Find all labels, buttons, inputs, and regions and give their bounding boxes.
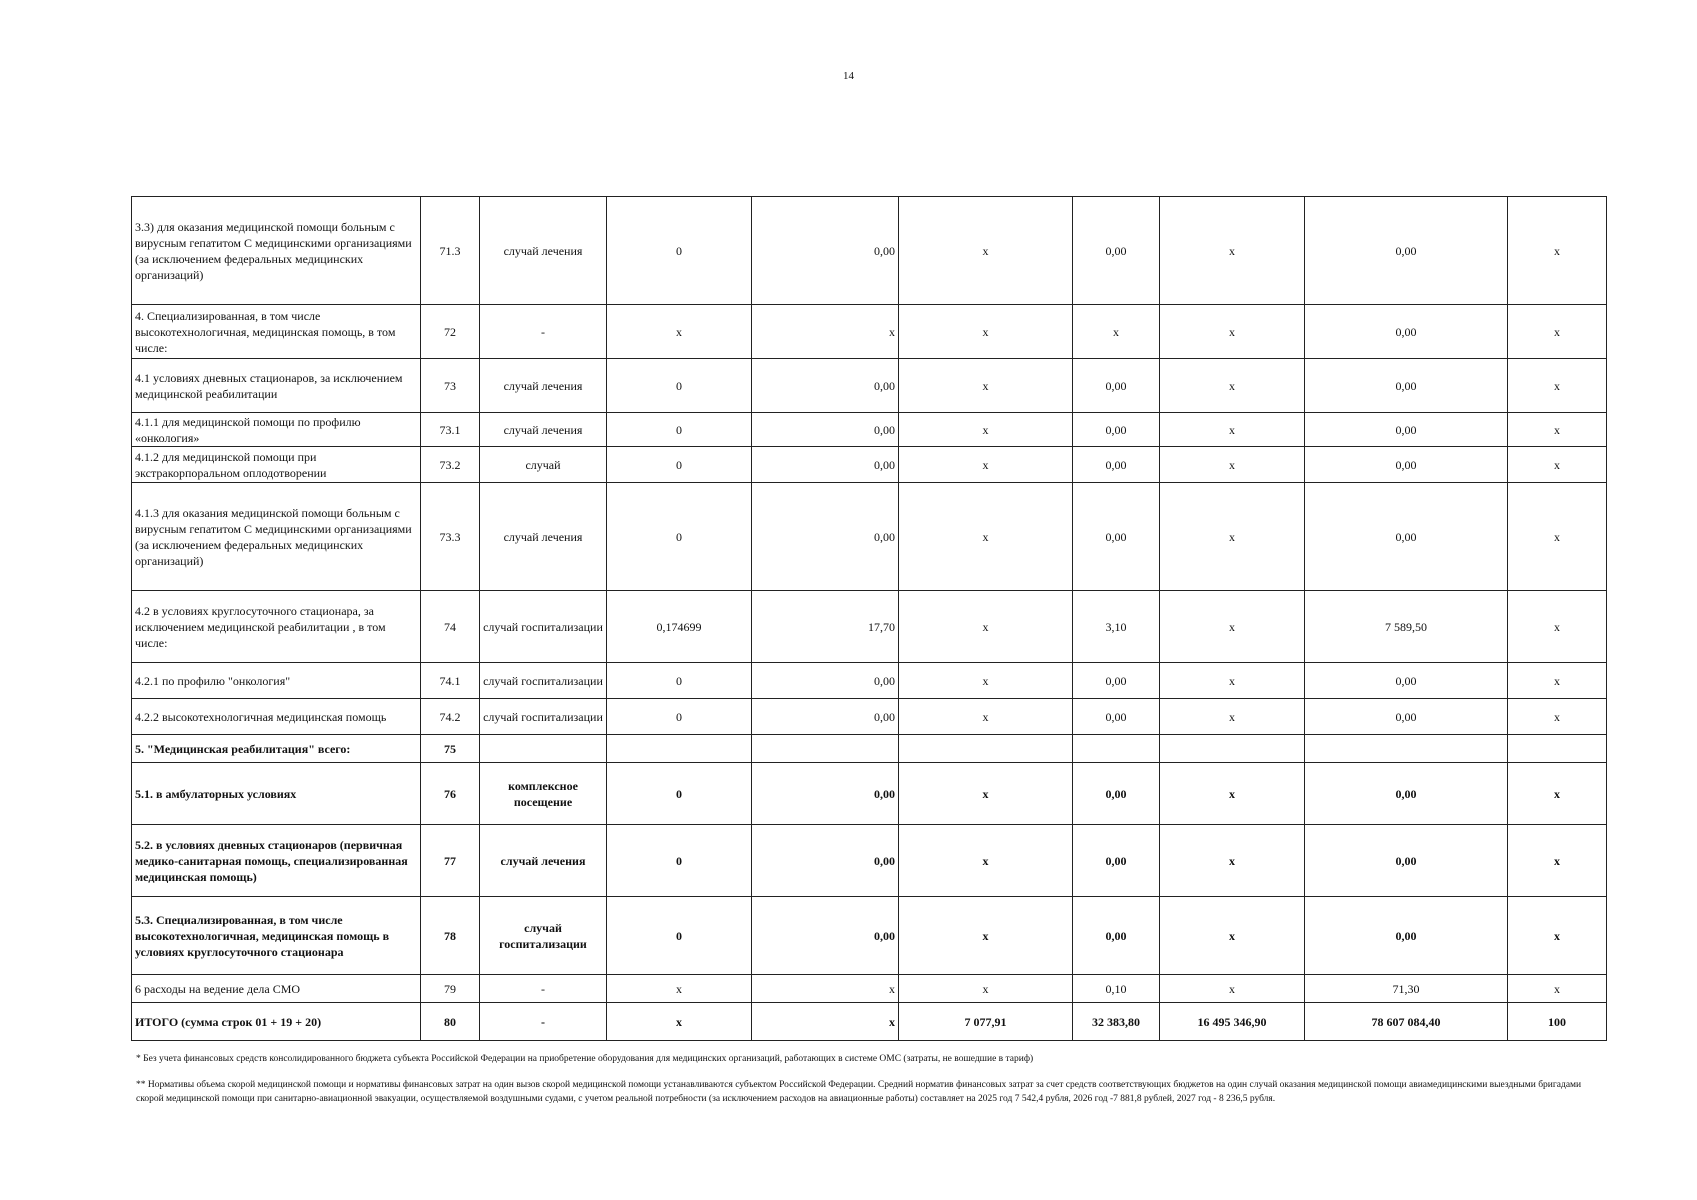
cell-c3: x (899, 897, 1073, 975)
cell-unit (480, 735, 607, 763)
table-row (132, 897, 1607, 975)
table-row (132, 197, 1607, 305)
cell-c2: 0,00 (752, 413, 899, 447)
cell-name: 4.2.1 по профилю "онкология" (132, 663, 421, 699)
cell-unit: случай лечения (480, 359, 607, 413)
cell-c7: x (1508, 591, 1607, 663)
cell-c5: x (1160, 305, 1305, 359)
cell-c5: x (1160, 975, 1305, 1003)
cell-c7: x (1508, 359, 1607, 413)
cell-c1: 0 (607, 663, 752, 699)
table-row (132, 447, 1607, 483)
cell-code: 75 (421, 735, 480, 763)
cell-name: 4.1.3 для оказания медицинской помощи больным с вирусным гепатитом С медицинскими организациями (за исключением федеральных медицинских организаций) (132, 483, 421, 591)
cell-unit: случай госпитализации (480, 897, 607, 975)
cell-c4: 3,10 (1073, 591, 1160, 663)
cell-c6: 78 607 084,40 (1305, 1003, 1508, 1041)
cell-c4: 0,00 (1073, 447, 1160, 483)
cell-unit: - (480, 975, 607, 1003)
cell-c5: x (1160, 825, 1305, 897)
cell-name: 4.1.2 для медицинской помощи при экстракорпоральном оплодотворении (132, 447, 421, 483)
table-row (132, 305, 1607, 359)
cell-c1: 0 (607, 825, 752, 897)
cell-c2: x (752, 1003, 899, 1041)
cell-c4: 0,00 (1073, 197, 1160, 305)
cell-c5: x (1160, 663, 1305, 699)
cell-name: 5.1. в амбулаторных условиях (132, 763, 421, 825)
cell-c6: 0,00 (1305, 413, 1508, 447)
cell-name: 5. "Медицинская реабилитация" всего: (132, 735, 421, 763)
cell-c7: x (1508, 897, 1607, 975)
table-row (132, 413, 1607, 447)
cell-c4: 0,00 (1073, 413, 1160, 447)
cell-c3: x (899, 699, 1073, 735)
cell-c5: x (1160, 763, 1305, 825)
cell-c5: x (1160, 897, 1305, 975)
cell-code: 73.2 (421, 447, 480, 483)
cell-c2: 0,00 (752, 763, 899, 825)
cell-c1 (607, 735, 752, 763)
cell-c2 (752, 735, 899, 763)
cell-c1: 0 (607, 197, 752, 305)
footnote-2: ** Нормативы объема скорой медицинской помощи и нормативы финансовых затрат на один вызов скорой медицинской помощи устанавливаются субъектом Российской Федерации. Средний норматив финансовых затрат за счет средств соответствующих бюджетов на один случай оказания медицинской помощи авиамедицинскими выездными бригадами скорой медицинской помощи при санитарно-авиационной эвакуации, осуществляемой воздушными судами, с учетом реальной потребности (за исключением расходов на авиационные работы) составляет на 2025 год 7 542,4 рубля, 2026 год -7 881,8 рублей, 2027 год - 8 236,5 рубля. (136, 1080, 1582, 1104)
cell-c1: x (607, 305, 752, 359)
cell-c2: 0,00 (752, 197, 899, 305)
table-row (132, 359, 1607, 413)
cell-c2: 0,00 (752, 825, 899, 897)
cell-code: 80 (421, 1003, 480, 1041)
cell-name: 4.2 в условиях круглосуточного стационара, за исключением медицинской реабилитации , в том числе: (132, 591, 421, 663)
cell-c3: x (899, 763, 1073, 825)
cell-c4: 0,00 (1073, 763, 1160, 825)
cell-c4: 0,00 (1073, 483, 1160, 591)
cell-c7: x (1508, 197, 1607, 305)
cell-c3: x (899, 591, 1073, 663)
cell-c3: x (899, 359, 1073, 413)
cell-c2: 0,00 (752, 699, 899, 735)
cell-c2: 0,00 (752, 359, 899, 413)
table-row (132, 735, 1607, 763)
cell-code: 73.1 (421, 413, 480, 447)
cell-c7: x (1508, 483, 1607, 591)
cell-c5: x (1160, 591, 1305, 663)
cell-c5: x (1160, 197, 1305, 305)
cell-c1: 0 (607, 699, 752, 735)
cell-c7: x (1508, 975, 1607, 1003)
cell-c5: x (1160, 359, 1305, 413)
cell-c4: 0,00 (1073, 699, 1160, 735)
cell-unit: случай (480, 447, 607, 483)
cell-unit: случай лечения (480, 413, 607, 447)
cell-c7: x (1508, 699, 1607, 735)
cell-c4: 0,00 (1073, 897, 1160, 975)
cell-c2: 17,70 (752, 591, 899, 663)
page-number: 14 (843, 70, 854, 82)
cell-c6: 0,00 (1305, 483, 1508, 591)
cell-c3: x (899, 663, 1073, 699)
footnote-1: * Без учета финансовых средств консолидированного бюджета субъекта Российской Федерации на приобретение оборудования для медицинских организаций, работающих в системе ОМС (затраты, не вошедшие в тариф) (136, 1054, 1034, 1064)
cell-c5: x (1160, 447, 1305, 483)
cell-code: 74 (421, 591, 480, 663)
cell-c5: x (1160, 413, 1305, 447)
cell-c2: x (752, 975, 899, 1003)
cell-c2: 0,00 (752, 897, 899, 975)
cell-c1: 0,174699 (607, 591, 752, 663)
table-row (132, 663, 1607, 699)
cell-c6: 0,00 (1305, 763, 1508, 825)
cell-c4: x (1073, 305, 1160, 359)
cell-c1: 0 (607, 413, 752, 447)
cell-c7: x (1508, 413, 1607, 447)
cell-c2: 0,00 (752, 663, 899, 699)
cell-c1: 0 (607, 447, 752, 483)
cell-code: 72 (421, 305, 480, 359)
cell-unit: - (480, 305, 607, 359)
table-row (132, 1003, 1607, 1041)
cell-c5 (1160, 735, 1305, 763)
table-row (132, 825, 1607, 897)
cell-c7: x (1508, 825, 1607, 897)
cell-c1: x (607, 1003, 752, 1041)
cell-code: 77 (421, 825, 480, 897)
cell-name: 3.3) для оказания медицинской помощи больным с вирусным гепатитом С медицинскими организациями (за исключением федеральных медицинских организаций) (132, 197, 421, 305)
cell-c5: 16 495 346,90 (1160, 1003, 1305, 1041)
cell-c6: 0,00 (1305, 359, 1508, 413)
cell-c3: 7 077,91 (899, 1003, 1073, 1041)
cell-c5: x (1160, 699, 1305, 735)
cell-c1: 0 (607, 359, 752, 413)
cell-code: 73 (421, 359, 480, 413)
cell-name: 4.1.1 для медицинской помощи по профилю «онкология» (132, 413, 421, 447)
cell-c3: x (899, 825, 1073, 897)
cell-c1: 0 (607, 897, 752, 975)
cell-name: ИТОГО (сумма строк 01 + 19 + 20) (132, 1003, 421, 1041)
cell-c2: 0,00 (752, 483, 899, 591)
financing-table (131, 196, 1607, 1041)
cell-c3: x (899, 305, 1073, 359)
cell-c2: 0,00 (752, 447, 899, 483)
cell-c1: 0 (607, 763, 752, 825)
cell-c7: x (1508, 447, 1607, 483)
cell-name: 4.2.2 высокотехнологичная медицинская помощь (132, 699, 421, 735)
cell-c7: x (1508, 763, 1607, 825)
cell-c6: 0,00 (1305, 197, 1508, 305)
cell-code: 71.3 (421, 197, 480, 305)
cell-c7: x (1508, 663, 1607, 699)
cell-c4: 0,10 (1073, 975, 1160, 1003)
cell-c6: 7 589,50 (1305, 591, 1508, 663)
cell-unit: случай лечения (480, 197, 607, 305)
cell-code: 74.1 (421, 663, 480, 699)
cell-unit: случай лечения (480, 483, 607, 591)
cell-c3: x (899, 413, 1073, 447)
cell-c6: 0,00 (1305, 447, 1508, 483)
cell-c4: 0,00 (1073, 359, 1160, 413)
cell-name: 4.1 условиях дневных стационаров, за исключением медицинской реабилитации (132, 359, 421, 413)
table-row (132, 763, 1607, 825)
cell-c6: 0,00 (1305, 699, 1508, 735)
cell-unit: случай госпитализации (480, 591, 607, 663)
cell-c6: 0,00 (1305, 663, 1508, 699)
cell-code: 73.3 (421, 483, 480, 591)
cell-c7: 100 (1508, 1003, 1607, 1041)
cell-c6: 71,30 (1305, 975, 1508, 1003)
cell-code: 76 (421, 763, 480, 825)
table-row (132, 975, 1607, 1003)
cell-name: 4. Специализированная, в том числе высокотехнологичная, медицинская помощь, в том числе: (132, 305, 421, 359)
cell-c6: 0,00 (1305, 825, 1508, 897)
cell-unit: комплексное посещение (480, 763, 607, 825)
cell-name: 5.3. Специализированная, в том числе высокотехнологичная, медицинская помощь в условиях круглосуточного стационара (132, 897, 421, 975)
cell-c1: 0 (607, 483, 752, 591)
cell-c1: x (607, 975, 752, 1003)
table-row (132, 483, 1607, 591)
cell-name: 5.2. в условиях дневных стационаров (первичная медико-санитарная помощь, специализированная медицинская помощь) (132, 825, 421, 897)
cell-c3: x (899, 975, 1073, 1003)
table-row (132, 699, 1607, 735)
cell-name: 6 расходы на ведение дела СМО (132, 975, 421, 1003)
cell-code: 79 (421, 975, 480, 1003)
cell-c6: 0,00 (1305, 897, 1508, 975)
cell-code: 74.2 (421, 699, 480, 735)
cell-c3: x (899, 483, 1073, 591)
cell-c5: x (1160, 483, 1305, 591)
cell-c7: x (1508, 305, 1607, 359)
table-body (132, 197, 1607, 1041)
cell-c3: x (899, 447, 1073, 483)
cell-unit: случай госпитализации (480, 663, 607, 699)
cell-c4 (1073, 735, 1160, 763)
cell-c6: 0,00 (1305, 305, 1508, 359)
cell-c4: 32 383,80 (1073, 1003, 1160, 1041)
cell-unit: случай госпитализации (480, 699, 607, 735)
table-row (132, 591, 1607, 663)
cell-code: 78 (421, 897, 480, 975)
cell-c3 (899, 735, 1073, 763)
cell-c3: x (899, 197, 1073, 305)
cell-unit: случай лечения (480, 825, 607, 897)
cell-c2: x (752, 305, 899, 359)
cell-c4: 0,00 (1073, 825, 1160, 897)
cell-unit: - (480, 1003, 607, 1041)
cell-c6 (1305, 735, 1508, 763)
cell-c7 (1508, 735, 1607, 763)
cell-c4: 0,00 (1073, 663, 1160, 699)
